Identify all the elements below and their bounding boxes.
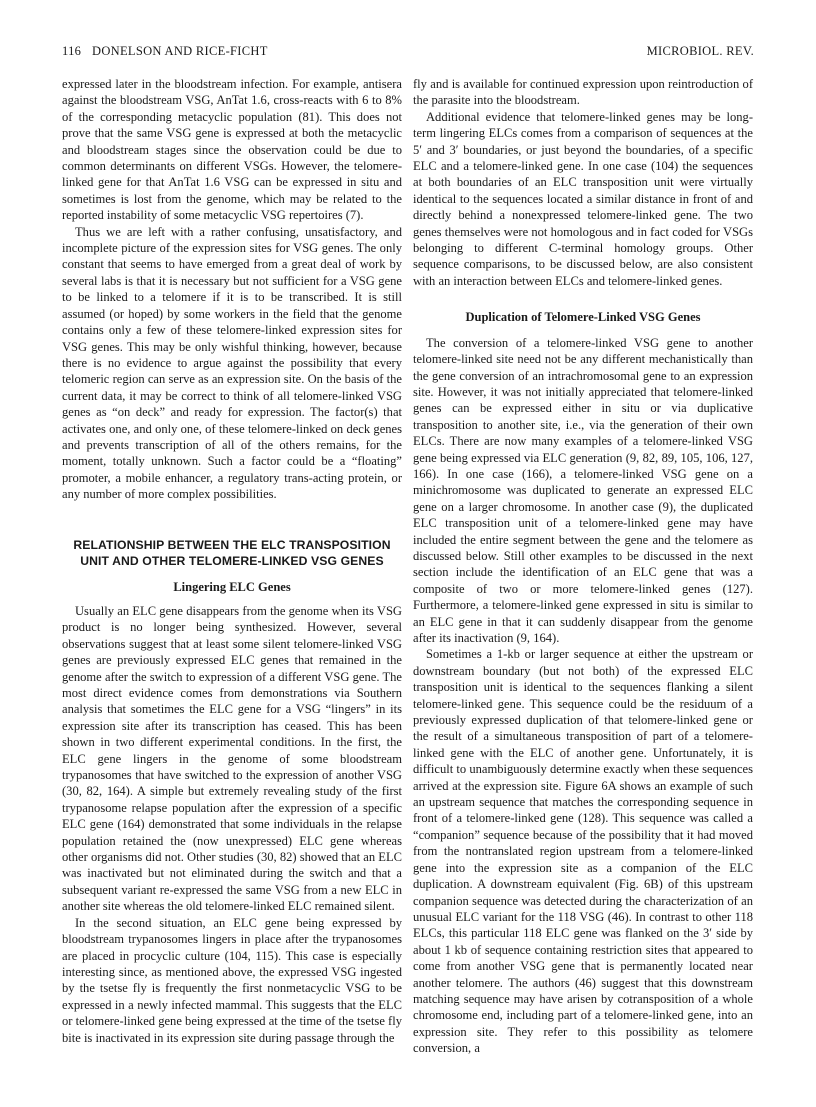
paragraph: The conversion of a telomere-linked VSG gene to another telomere-linked site need not be any different mechanistically than the gene conversion of an intrachromosomal gene to an expression site. However, it was not initially appreciated that telomere-linked genes can be expressed either in situ or via duplicative transposition to another site, i.e., via the generation of their own ELCs. There are now many examples of a telomere-linked VSG gene being expressed via ELC generation (9, 82, 89, 105, 106, 127, 166). In one case (166), a telomere-linked VSG gene on a minichromosome was duplicated to generate an expressed ELC gene on a larger chromosome. In another case (9), the duplicated ELC transposition unit of a telomere-linked gene may have included the entire segment between the gene and the telomere as discussed below. Still other examples to be discussed in the next section include the identification of an ELC gene that was a composite of two or more telomere-linked genes (127). Furthermore, a telomere-linked gene expressed in situ is similar to an ELC gene in that it can suddenly disappear from the genome after its inactivation (9, 164). [413,335,753,645]
subsection-heading: Lingering ELC Genes [173,579,291,594]
page-number: 116 [62,44,82,58]
journal-name: MICROBIOL. REV. [646,44,754,58]
right-column [413,76,753,1057]
paragraph: Usually an ELC gene disappears from the genome when its VSG product is no longer being synthesized. However, several observations suggest that at least some silent telomere-linked VSG genes are previously expressed ELC genes that remained in the genome after the switch to expression of a different VSG gene. The most direct evidence comes from demonstrations via Southern analysis that sometimes the ELC gene for a VSG “lingers” in its expression site after its transcription has ceased. This has been shown in two different experimental conditions. In the first, the ELC gene lingers in the genome of some bloodstream trypanosomes that have switched to the expression of another VSG (30, 82, 164). A simple but extremely revealing study of the first trypanosome relapse population after the expression of a specific ELC gene (164) demonstrated that some individuals in the relapse population retained the (now unexpressed) ELC gene whereas other organisms did not. Other studies (30, 82) showed that an ELC was inactivated but not eliminated during the switch and that a subsequent variant re-expressed the same VSG from a new ELC in another site whereas the old telomere-linked ELC remained silent. [62,603,402,914]
section-heading: RELATIONSHIP BETWEEN THE ELC TRANSPOSITION UNIT AND OTHER TELOMERE-LINKED VSG GENES [73,537,391,568]
paragraph: Sometimes a 1-kb or larger sequence at either the upstream or downstream boundary (but not both) of the expressed ELC transposition unit is identical to the sequences flanking a silent telomere-linked gene. This sequence could be the residuum of a previously expressed duplication of that telomere-linked gene or the result of a simultaneous transposition of part of a telomere-linked gene with the ELC of another gene. Unfortunately, it is difficult to unambiguously determine exactly when these sequences arrived at the expression site. Figure 6A shows an example of such an upstream sequence that matches the corresponding sequence in front of a telomere-linked gene (128). This sequence was called a “companion” sequence because of the possibility that it had moved from the nontranslated region upstream from a telomere-linked gene into the expression site as a companion of the ELC duplication. A downstream equivalent (Fig. 6B) of this upstream companion sequence was detected during the characterization of an unusual ELC variant for the 118 VSG (46). In contrast to other 118 ELCs, this particular 118 ELC gene was flanked on the 3′ side by about 1 kb of sequence containing restriction sites that appeared to come from another VSG gene that is permanently located near another telomere. The authors (46) suggest that this downstream matching sequence may have arisen by cotransposition of a whole chromosome end, including part of a telomere-linked gene, into an expression site. They refer to this possibility as telomere conversion, a [413,647,753,1056]
running-authors: DONELSON AND RICE-FICHT [92,44,268,58]
paragraph: expressed later in the bloodstream infection. For example, antisera against the bloodstream VSG, AnTat 1.6, cross-reacts with 6 to 8% of the corresponding metacyclic population (81). This does not prove that the same VSG gene is expressed at both the metacyclic and bloodstream stages since the observation could be due to common determinants on different VSGs. However, the telomere-linked gene for that AnTat 1.6 VSG can be expressed in situ and sometimes is lost from the genome, which may be related to the reported instability of some metacyclic VSG repertoires (7). [62,77,402,223]
paragraph: In the second situation, an ELC gene being expressed by bloodstream trypanosomes lingers in place after the trypanosomes are placed in procyclic culture (104, 115). This case is especially interesting since, as mentioned above, the expressed VSG ingested by the tsetse fly is frequently the first nonmetacyclic VSG to be expressed in a newly infected mammal. This suggests that the ELC or telomere-linked gene being expressed at the time of the tsetse fly bite is inactivated in its expression site during passage through the [62,915,402,1045]
subsection-heading: Duplication of Telomere-Linked VSG Genes [465,310,701,325]
paragraph: Additional evidence that telomere-linked genes may be long-term lingering ELCs comes from a comparison of sequences at the 5′ and 3′ boundaries, or just beyond the boundaries, of a specific ELC and a telomere-linked gene. In one case (104) the sequences at both boundaries of an ELC transposition unit were virtually identical to the sequences located a similar distance in front of and directly behind a nonexpressed telomere-linked gene. The two genes themselves were not homologous and in fact coded for VSGs belonging to different C-terminal homology groups. Other sequence comparisons, to be discussed below, are also consistent with an interaction between ELCs and telomere-linked genes. [413,109,753,288]
running-header [62,44,754,66]
left-column [62,76,402,1046]
paragraph: Thus we are left with a rather confusing, unsatisfactory, and incomplete picture of the expression sites for VSG genes. The only constant that seems to have emerged from a great deal of work by several labs is that it is necessary but not sufficient for a VSG gene to be linked to a telomere if it is to be transcribed. It is still assumed (or hoped) by some workers in the field that the genome contains only a few of these telomere-linked expression sites for VSG genes. This may be only wishful thinking, however, because there is no evidence to argue against the possibility that every telomeric region can serve as an expression site. On the basis of the current data, it may be correct to think of all telomere-linked VSG genes as “on deck” and ready for expression. The factor(s) that activates one, and only one, of these telomere-linked on deck genes and prevents transcription of all of the others remains, for the moment, totally unknown. Such a factor could be a “floating” promoter, a mobile enhancer, a regulatory trans-acting protein, or any number of more complex possibilities. [62,224,402,502]
paragraph: fly and is available for continued expression upon reintroduction of the parasite into the bloodstream. [413,77,753,108]
